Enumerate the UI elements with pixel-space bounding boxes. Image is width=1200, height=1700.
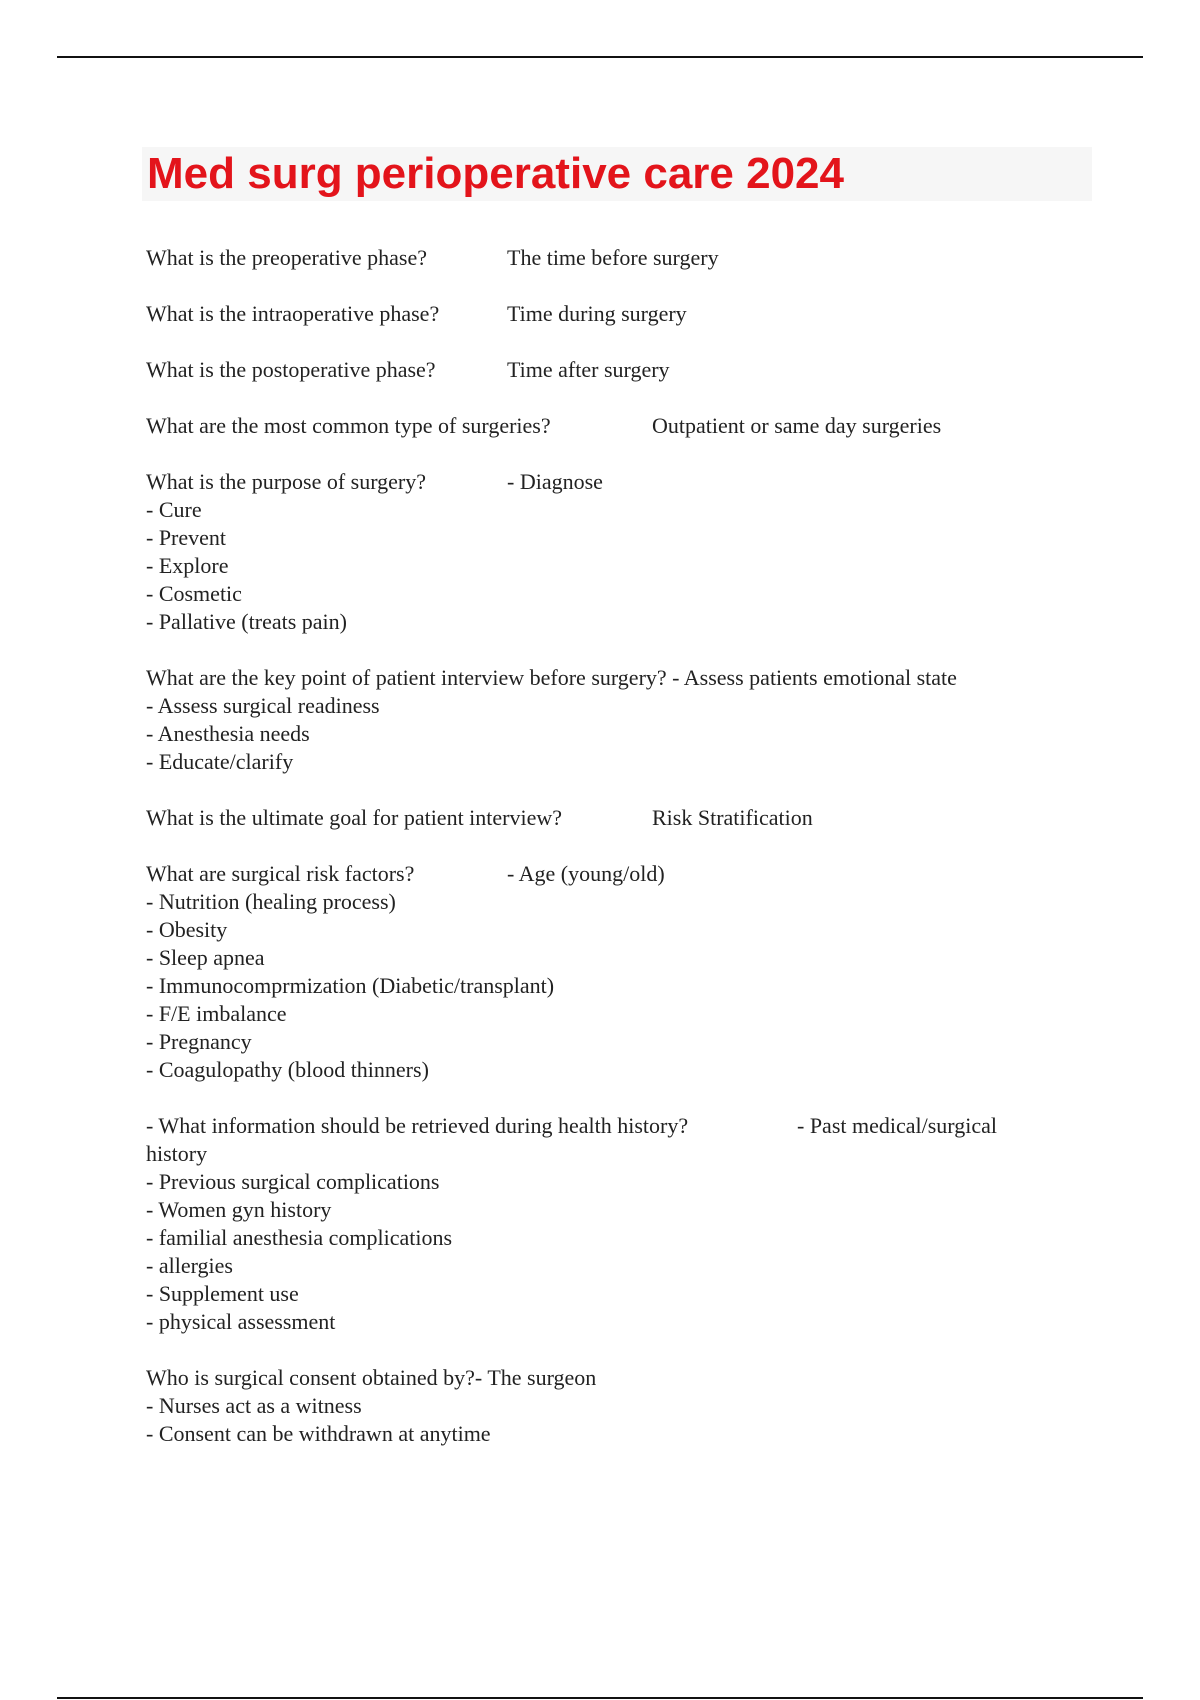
- list-item: - Educate/clarify: [146, 749, 294, 774]
- list-item: - Explore: [146, 553, 229, 578]
- list-item: - Women gyn history: [146, 1197, 332, 1222]
- answer: The time before surgery: [507, 245, 719, 270]
- flashcard-list: [146, 244, 1066, 1476]
- question: What is the intraoperative phase?: [146, 301, 440, 326]
- list-item: - Pallative (treats pain): [146, 609, 347, 634]
- answer: - Past medical/surgical history: [146, 1113, 997, 1166]
- list-item: - Immunocomprmization (Diabetic/transplant): [146, 973, 555, 998]
- list-item: - Prevent: [146, 525, 227, 550]
- answer: Outpatient or same day surgeries: [652, 413, 942, 438]
- header-rule: [57, 56, 1143, 58]
- list-item: - familial anesthesia complications: [146, 1225, 453, 1250]
- list-item: - Coagulopathy (blood thinners): [146, 1057, 429, 1082]
- list-item: - Cosmetic: [146, 581, 242, 606]
- list-item: - Consent can be withdrawn at anytime: [146, 1421, 491, 1446]
- qa-item: [146, 300, 1066, 328]
- list-item: - physical assessment: [146, 1309, 336, 1334]
- question: Who is surgical consent obtained by?: [146, 1365, 475, 1390]
- qa-item: [146, 468, 1066, 636]
- qa-item: [146, 356, 1066, 384]
- answer: Risk Stratification: [652, 805, 813, 830]
- question: What is the postoperative phase?: [146, 357, 436, 382]
- list-item: - Cure: [146, 497, 202, 522]
- page-title: Med surg perioperative care 2024: [147, 149, 844, 198]
- qa-item: [146, 1112, 1066, 1336]
- qa-item: [146, 664, 1066, 776]
- answer: - The surgeon: [474, 1365, 597, 1390]
- list-item: - F/E imbalance: [146, 1001, 287, 1026]
- list-item: - Pregnancy: [146, 1029, 252, 1054]
- list-item: - allergies: [146, 1253, 233, 1278]
- answer: Time during surgery: [507, 301, 687, 326]
- answer: Time after surgery: [507, 357, 670, 382]
- answer: - Age (young/old): [507, 861, 665, 886]
- list-item: - Anesthesia needs: [146, 721, 310, 746]
- list-item: - Sleep apnea: [146, 945, 265, 970]
- question: What are the most common type of surgeries?: [146, 413, 551, 438]
- qa-item: [146, 804, 1066, 832]
- answer: - Diagnose: [507, 469, 603, 494]
- question: What is the preoperative phase?: [146, 245, 427, 270]
- question: What are surgical risk factors?: [146, 861, 415, 886]
- qa-item: [146, 1364, 1066, 1448]
- qa-item: [146, 412, 1066, 440]
- question: What is the ultimate goal for patient interview?: [146, 805, 563, 830]
- list-item: - Assess surgical readiness: [146, 693, 380, 718]
- list-item: - Previous surgical complications: [146, 1169, 440, 1194]
- list-item: - Obesity: [146, 917, 228, 942]
- qa-item: [146, 244, 1066, 272]
- qa-item: [146, 860, 1066, 1084]
- list-item: - Supplement use: [146, 1281, 299, 1306]
- list-item: - Nutrition (healing process): [146, 889, 396, 914]
- question: What are the key point of patient interview before surgery?: [146, 665, 667, 690]
- list-item: - Nurses act as a witness: [146, 1393, 362, 1418]
- question: What is the purpose of surgery?: [146, 469, 427, 494]
- footer-rule: [57, 1697, 1143, 1699]
- answer: - Assess patients emotional state: [672, 665, 957, 690]
- question: - What information should be retrieved during health history?: [146, 1113, 689, 1138]
